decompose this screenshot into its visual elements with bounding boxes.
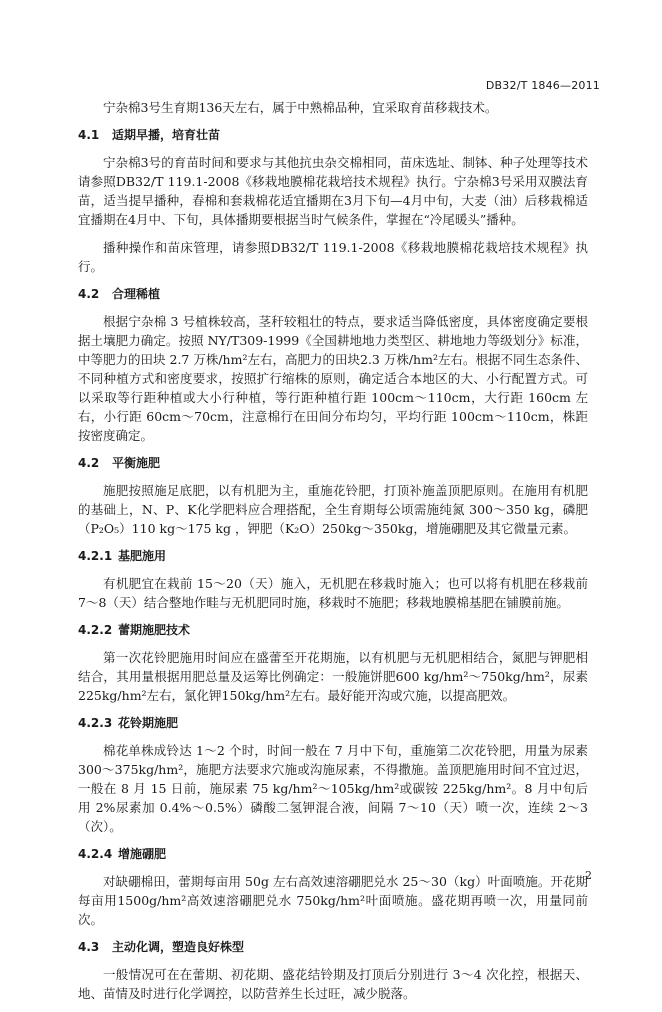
paragraph: 播种操作和苗床管理，请参照DB32/T 119.1-2008《移栽地膜棉花栽培技术规程》执行。	[78, 240, 588, 274]
section-title: 基肥施用	[118, 549, 167, 563]
section-title: 合理稀植	[112, 287, 161, 301]
section-number: 4.2.4	[78, 847, 113, 861]
paragraph: 有机肥宜在栽前 15～20（天）施入，无机肥在移栽时施入；也可以将有机肥在移栽前 7～8（天）结合整地作畦与无机肥同时施，移栽时不施肥；移栽地膜棉基肥在铺膜前施。	[78, 576, 588, 610]
section-heading-4-3	[78, 938, 588, 956]
section-heading-4-2-fertilizer	[78, 454, 588, 472]
section-number: 4.2.2	[78, 623, 113, 637]
intro-paragraph: 宁杂棉3号生育期136天左右，属于中熟棉品种，宜采取育苗移栽技术。	[103, 100, 498, 115]
section-heading-4-2-1	[78, 547, 588, 565]
section-number: 4.2.1	[78, 549, 113, 563]
section-number: 4.2.3	[78, 716, 113, 730]
section-title: 蕾期施肥技术	[118, 623, 191, 637]
section-title: 主动化调，塑造良好株型	[112, 940, 245, 954]
section-number: 4.3	[78, 940, 100, 954]
section-title: 适期早播，培育壮苗	[112, 128, 221, 142]
section-title: 增施硼肥	[118, 847, 167, 861]
section-title: 花铃期施肥	[118, 716, 179, 730]
section-heading-4-2-3	[78, 714, 588, 732]
section-heading-4-2-4	[78, 845, 588, 863]
paragraph: 第一次花铃肥施用时间应在盛蕾至开花期施，以有机肥与无机肥相结合，氮肥与钾肥相结合，其用量根据用肥总量及运筹比例确定：一般施饼肥600 kg/hm²～750kg/hm²，尿素 225kg/hm²左右，氯化钾150kg/hm²左右。最好能开沟或穴施，以提高肥效。	[78, 650, 588, 703]
paragraph: 一般情况可在在蕾期、初花期、盛花结铃期及打顶后分别进行 3～4 次化控，根据天、地、苗情及时进行化学调控，以防营养生长过旺，减少脱落。	[78, 967, 588, 1001]
paragraph: 棉花单株成铃达 1～2 个时，时间一般在 7 月中下旬，重施第二次花铃肥，用量为尿素 300～375kg/hm²，施肥方法要求穴施或沟施尿素，不得撒施。盖顶肥施用时间不宜过迟，一般在 8 月 15 日前，施尿素 75 kg/hm²～105kg/hm²或碳铵 225kg/hm²。8 月中旬后用 2%尿素加 0.4%～0.5%）磷酸二氢钾混合液，间隔 7～10（天）喷一次，连续 2～3（次）。	[78, 743, 588, 834]
section-heading-4-2-density	[78, 285, 588, 303]
paragraph: 施肥按照施足底肥，以有机肥为主，重施花铃肥，打顶补施盖顶肥原则。在施用有机肥的基础上，N、P、K化学肥料应合理搭配，全生育期每公顷需施纯氮 300～350 kg，磷肥（P₂O₅）110 kg～175 kg ，钾肥（K₂O）250kg～350kg，增施硼肥及其它微量元素。	[78, 483, 588, 536]
section-title: 平衡施肥	[112, 456, 161, 470]
page-number: 2	[585, 869, 592, 882]
paragraph: 宁杂棉3号的育苗时间和要求与其他抗虫杂交棉相同，苗床选址、制钵、种子处理等技术请参照DB32/T 119.1-2008《移栽地膜棉花栽培技术规程》执行。宁杂棉3号采用双膜法育苗，适当提早播种，春棉和套栽棉花适宜播期在3月下旬—4月中旬，大麦（油）后移栽棉适宜播期在4月中、下旬，具体播期要根据当时气候条件，掌握在“冷尾暖头”播种。	[78, 155, 588, 227]
paragraph: 对缺硼棉田，蕾期每亩用 50g 左右高效速溶硼肥兑水 25～30（kg）叶面喷施。开花期每亩用1500g/hm²高效速溶硼肥兑水 750kg/hm²叶面喷施。盛花期再喷一次，用量同前次。	[78, 874, 588, 927]
paragraph: 根据宁杂棉 3 号植株较高，茎秆较粗壮的特点，要求适当降低密度，具体密度确定要根据土壤肥力确定。按照 NY/T309-1999《全国耕地地力类型区、耕地地力等级划分》标准，中等肥力的田块 2.7 万株/hm²左右，高肥力的田块2.3 万株/hm²左右。根据不同生态条件、不同种植方式和密度要求，按照扩行缩株的原则，确定适合本地区的大、小行配置方式。可以采取等行距种植或大小行种植，等行距种植行距 100cm～110cm，大行距 160cm 左右，小行距 60cm～70cm，注意棉行在田间分布均匀，平均行距 100cm～110cm，株距按密度确定。	[78, 314, 588, 443]
section-number: 4.2	[78, 287, 100, 301]
section-heading-4-1	[78, 126, 588, 144]
document-body	[78, 98, 588, 1012]
section-number: 4.2	[78, 456, 100, 470]
document-id: DB32/T 1846—2011	[485, 79, 600, 92]
section-heading-4-2-2	[78, 621, 588, 639]
section-number: 4.1	[78, 128, 100, 142]
